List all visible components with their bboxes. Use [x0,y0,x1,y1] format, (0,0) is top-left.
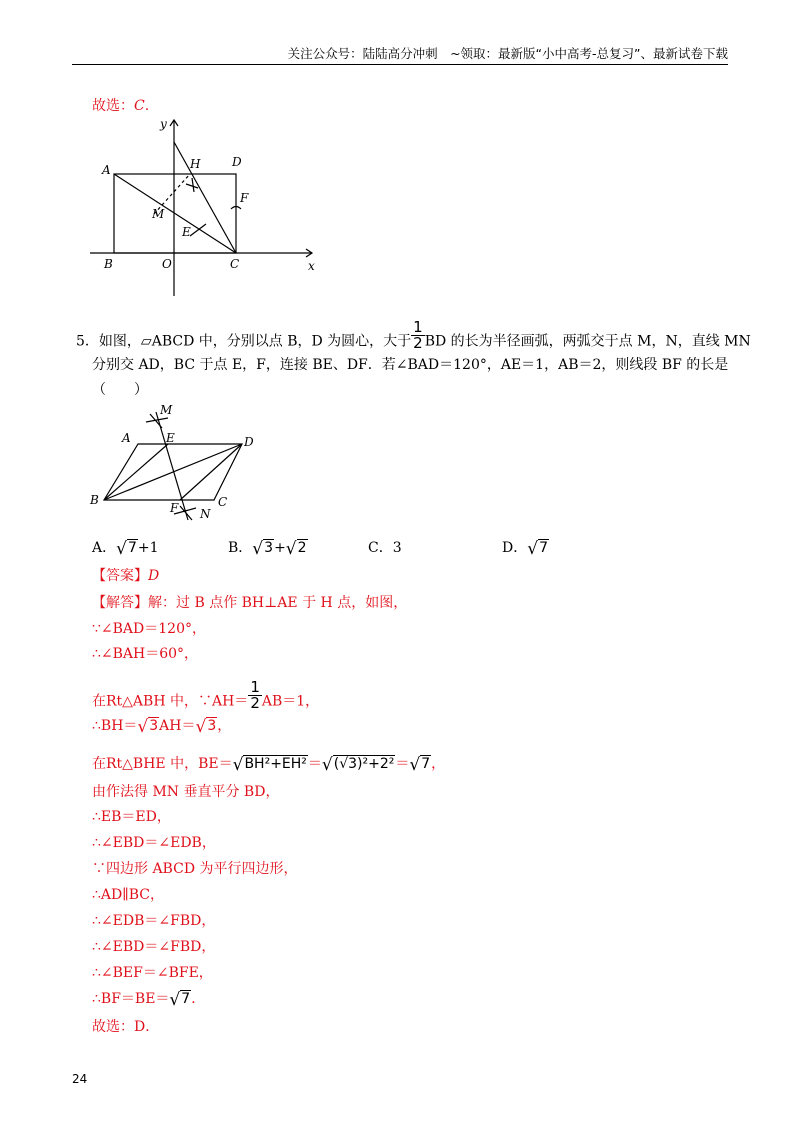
label-C: C [218,495,228,509]
option-c[interactable]: C．3 [368,540,402,556]
label-B: B [104,257,113,271]
solution-line-16: 故选：D． [92,1019,160,1035]
segment-be [104,444,168,500]
label-D: D [232,155,242,169]
solution-line-14: ∴∠BEF＝∠BFE， [92,965,213,981]
solution-line-2: ∵∠BAD＝120°， [92,621,206,637]
solution-line-3: ∴∠BAH＝60°， [92,646,199,662]
solution-line-1: 【解答】解：过 B 点作 BH⊥AE 于 H 点，如图， [92,595,408,611]
label-x: x [308,259,315,273]
solution-line-8: ∴EB＝ED， [92,809,171,825]
page-header: 关注公众号：陆陆高分冲刺 ~领取：最新版“小中高考-总复习”、最新试卷下载 [287,46,728,61]
header-rule [72,64,728,65]
diagonal-bd [104,444,242,500]
parallelogram-figure [88,398,268,528]
label-F: F [170,501,179,515]
label-O: O [162,257,172,271]
label-A: A [102,163,111,177]
label-F: F [240,191,249,205]
option-d[interactable]: D．√7 [502,539,548,559]
label-N: N [200,507,211,521]
solution-line-15: ∴BF＝BE＝√7． [92,990,206,1010]
fraction-half: $\frac{1}{2}$ [413,318,423,352]
solution-line-11: ∴AD∥BC， [92,887,164,903]
solution-line-12: ∴∠EDB＝∠FBD， [92,913,216,929]
arc-mark-h [186,184,198,188]
question-5-line-1: 5．如图，▱ABCD 中，分别以点 B，D 为圆心，大于 $\frac{1}{2}$ BD 的长为半径画弧，两弧交于点 M，N，直线 MN [76,318,751,352]
solution-line-9: ∴∠EBD＝∠EDB， [92,835,216,851]
coordinate-figure [90,112,330,302]
option-b[interactable]: B．√3+√2 [228,539,307,559]
label-E: E [166,431,175,445]
arc-mark-e [190,224,206,236]
label-C: C [230,257,240,271]
solution-line-10: ∵四边形 ABCD 为平行四边形， [92,861,298,877]
previous-answer: 故选：C. [92,98,150,114]
solution-line-6: 在Rt△BHE 中，BE＝√BH²+EH²＝√(√3)²+2²＝√7， [92,755,446,775]
arc-mark-h2 [192,178,194,192]
fraction-half: $\frac{1}{2}$ [250,678,260,712]
solution-line-4: 在Rt△ABH 中，∵AH＝ $\frac{1}{2}$ AB＝1， [92,678,320,712]
arc-mark-n2 [180,506,192,520]
segment-df [180,444,242,500]
label-M: M [152,207,165,221]
label-H: H [190,157,201,171]
label-A: A [122,431,131,445]
answer-line: 【答案】D [92,568,160,584]
label-M: M [160,403,173,417]
solution-line-5: ∴BH＝√3AH＝√3， [92,717,232,737]
question-5-line-2: 分别交 AD，BC 于点 E，F，连接 BE、DF．若∠BAD＝120°，AE＝1，AB＝2，则线段 BF 的长是 [92,357,729,373]
question-5-line-3: （ ） [92,382,148,398]
label-y: y [160,117,167,131]
label-D: D [244,435,254,449]
solution-line-13: ∴∠EBD＝∠FBD， [92,939,216,955]
solution-line-7: 由作法得 MN 垂直平分 BD， [92,784,280,800]
option-a[interactable]: A．√7+1 [92,539,159,559]
label-E: E [182,225,191,239]
label-B: B [90,493,99,507]
page-number: 24 [72,1072,88,1086]
diagonal-ac [114,174,236,253]
